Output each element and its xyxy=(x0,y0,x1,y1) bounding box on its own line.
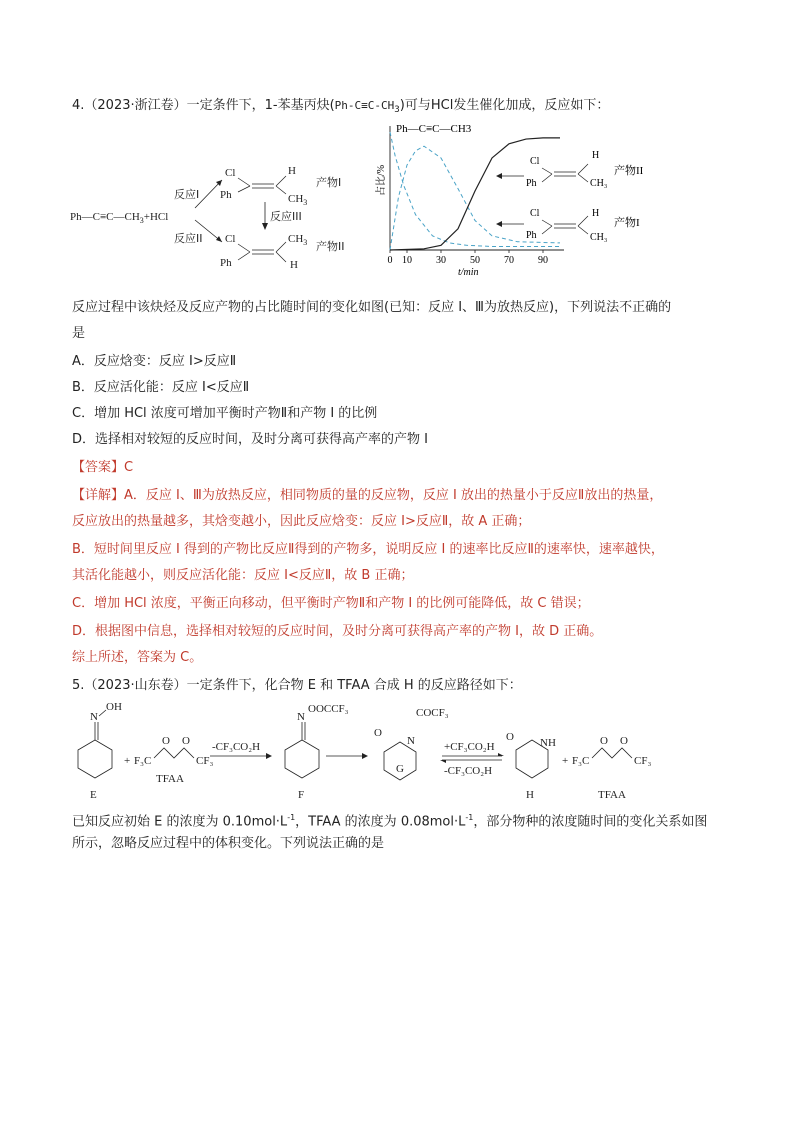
label-H: H xyxy=(526,789,534,801)
p2-ch3: $CH_3$ xyxy=(288,233,308,247)
q4-detail-line-5: C．增加 HCl 浓度，平衡正向移动，但平衡时产物Ⅱ和产物 I 的比例可能降低，故 C 错误； xyxy=(72,596,590,611)
annotation-reactant: Ph—C≡C—CH3 xyxy=(396,123,472,135)
label-TFAA-1: TFAA xyxy=(156,773,184,785)
q4-detail-line-6: D．根据图中信息，选择相对较短的反应时间，及时分离可获得高产率的产物 I，故 D 正确。 xyxy=(72,624,603,639)
chart-struct-atom: Cl xyxy=(530,156,540,167)
chart-struct-atom: H xyxy=(592,150,600,161)
p1-ph: Ph xyxy=(220,189,232,201)
ring-F xyxy=(285,740,319,778)
plus-1: + xyxy=(124,755,131,767)
label-G: G xyxy=(396,763,404,775)
x-tick-label: 30 xyxy=(436,255,446,266)
chart-struct-ch3: CH₃ xyxy=(590,232,608,243)
detail-tag: 【详解】 xyxy=(72,488,125,503)
annotation-arrowhead xyxy=(496,221,502,227)
chart-struct-bond xyxy=(542,174,552,182)
q4-stem: 反应过程中该炔烃及反应产物的占比随时间的变化如图(已知：反应 I、Ⅲ为放热反应)，下列说法不正确的 xyxy=(72,300,672,315)
q4-option-c: C．增加 HCl 浓度可增加平衡时产物Ⅱ和产物 I 的比例 xyxy=(72,406,378,421)
label-product-1: 产物I xyxy=(316,176,342,189)
x-tick-label: 90 xyxy=(538,255,548,266)
answer-tag: 【答案】 xyxy=(72,460,125,475)
ring-E xyxy=(78,740,112,778)
q4-option-b: B．反应活化能：反应 I<反应Ⅱ xyxy=(72,380,250,395)
x-tick-label: 50 xyxy=(470,255,480,266)
q4-title-post: )可与HCl发生催化加成，反应如下： xyxy=(399,98,610,113)
q4-option-a: A．反应焓变：反应 I>反应Ⅱ xyxy=(72,354,237,369)
svg-text:O: O xyxy=(506,731,514,743)
chart-axes xyxy=(374,126,564,278)
chart-struct-ch3: CH₃ xyxy=(590,178,608,189)
x-tick-label: 70 xyxy=(504,255,514,266)
f-ooccf3: OOCCF₃ xyxy=(308,703,349,715)
q4-detail-line-2: 反应放出的热量越多，其焓变越小，因此反应焓变：反应 I>反应Ⅱ，故 A 正确； xyxy=(72,514,531,529)
q4-formula: $Ph-C\equiv C-CH_3$ xyxy=(334,99,400,116)
q4-detail-line-1: 【详解】A．反应 I、Ⅲ为放热反应，相同物质的量的反应物，反应 I 放出的热量小于反应Ⅱ放出的热量， xyxy=(72,488,663,503)
svg-text:O: O xyxy=(182,735,190,747)
tfaa-f3c: F₃C xyxy=(134,755,152,767)
eq-top-label: +CF₃CO₂H xyxy=(444,741,495,753)
label-TFAA-2: TFAA xyxy=(598,789,626,801)
label-F: F xyxy=(298,789,305,801)
q5-reaction-scheme xyxy=(70,700,730,800)
svg-text:O: O xyxy=(600,735,608,747)
chart-struct-bond xyxy=(542,220,552,226)
svg-text:O: O xyxy=(374,727,382,739)
p1-ch3: $CH_3$ xyxy=(288,193,308,207)
label-product-2: 产物II xyxy=(316,240,345,253)
q4-answer xyxy=(72,458,133,478)
tfaa2-cf3: CF₃ xyxy=(634,755,652,767)
tfaa-cf3: CF₃ xyxy=(196,755,214,767)
svg-text:N: N xyxy=(407,735,415,747)
label-reaction-2: 反应II xyxy=(174,232,203,245)
x-axis-label: t/min xyxy=(458,267,479,278)
label-reaction-1: 反应I xyxy=(174,188,200,201)
annotation-product-2: 产物II xyxy=(614,165,644,177)
arrow-1-label: -CF₃CO₂H xyxy=(212,741,261,753)
q4-option-d: D．选择相对较短的反应时间，及时分离可获得高产率的产物 I xyxy=(72,432,428,447)
annotation-product-1: 产物I xyxy=(614,217,640,229)
p1-cl: Cl xyxy=(225,167,236,179)
reactant-text: $Ph—C\equiv C—CH_3+HCl$ xyxy=(70,211,169,225)
q5-text-1: 已知反应初始 E 的浓度为 $0.10mol\cdot L^{-1}$，TFAA 的浓度为 $0.08mol\cdot L^{-1}$，部分物种的浓度随时间的变化关系如图 xyxy=(72,813,708,830)
svg-text:N: N xyxy=(297,711,305,723)
chart-struct-atom: H xyxy=(592,208,600,219)
q4-detail-line-4: 其活化能越小，则反应活化能：反应 I<反应Ⅱ，故 B 正确； xyxy=(72,568,414,583)
svg-text:O: O xyxy=(162,735,170,747)
chart-struct-bond xyxy=(578,164,588,174)
q5-text-2: 所示，忽略反应过程中的体积变化。下列说法正确的是 xyxy=(72,836,385,851)
q4-title-line xyxy=(72,96,609,120)
chart-struct-atom: Ph xyxy=(526,230,537,241)
chart-struct-bond xyxy=(542,168,552,174)
annotation-arrowhead xyxy=(496,173,502,179)
p1-h: H xyxy=(288,165,296,177)
svg-text:O: O xyxy=(620,735,628,747)
e-n: N xyxy=(90,711,98,723)
q4-stem-2: 是 xyxy=(72,326,86,341)
svg-text:NH: NH xyxy=(540,737,556,749)
label-E: E xyxy=(90,789,97,801)
p2-h: H xyxy=(290,259,298,271)
q4-title-pre: 4.（2023·浙江卷）一定条件下，1-苯基丙炔( xyxy=(72,98,335,113)
plus-2: + xyxy=(562,755,569,767)
label-reaction-3: 反应III xyxy=(270,210,302,223)
e-oh: OH xyxy=(106,701,122,713)
chart-struct-bond xyxy=(578,226,588,234)
eq-bottom-label: -CF₃CO₂H xyxy=(444,765,493,777)
q5-title: 5.（2023·山东卷）一定条件下，化合物 E 和 TFAA 合成 H 的反应路径如下： xyxy=(72,678,522,693)
p2-ph: Ph xyxy=(220,257,232,269)
answer-value: C xyxy=(124,460,134,475)
x-tick-label: 0 xyxy=(387,255,393,266)
chart-struct-atom: Cl xyxy=(530,208,540,219)
chart-struct-bond xyxy=(578,216,588,226)
q4-reaction-scheme xyxy=(70,150,370,275)
arrow-head xyxy=(216,236,222,242)
chart-struct-atom: Ph xyxy=(526,178,537,189)
y-axis-label: 占比/% xyxy=(376,164,387,196)
tfaa2-f3c: F₃C xyxy=(572,755,590,767)
q4-detail-line-3: B．短时间里反应 I 得到的产物比反应Ⅱ得到的产物多，说明反应 I 的速率比反应Ⅱ的速率快，速率越快， xyxy=(72,542,664,557)
chart-struct-bond xyxy=(542,226,552,234)
arrow-head xyxy=(262,223,268,230)
chart-struct-bond xyxy=(578,174,588,182)
g-cocf3: COCF₃ xyxy=(416,707,449,719)
q4-chart xyxy=(378,118,678,288)
q4-detail-line-7: 综上所述，答案为 C。 xyxy=(72,650,203,665)
x-tick-label: 10 xyxy=(402,255,412,266)
p2-cl: Cl xyxy=(225,233,236,245)
